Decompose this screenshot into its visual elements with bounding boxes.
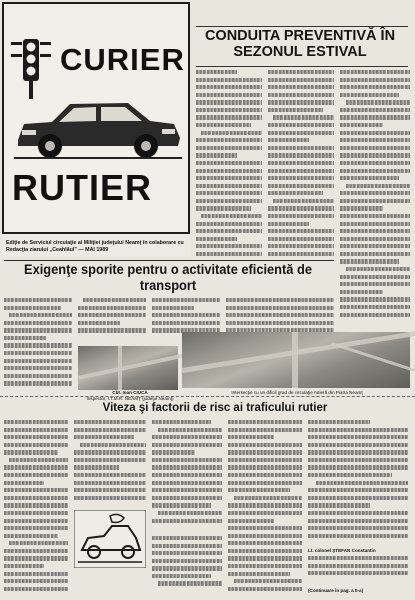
text-line: [340, 259, 399, 263]
text-line: [308, 496, 408, 500]
text-line: [228, 534, 302, 538]
headline-bottom: Viteza şi factorii de risc ai traficului rutier: [102, 402, 328, 414]
text-line: [74, 458, 146, 462]
text-line: [340, 161, 410, 165]
article-bottom-col-3b: [152, 536, 222, 596]
text-line: [340, 222, 410, 226]
text-line: [228, 556, 302, 560]
text-line: [4, 381, 72, 385]
photo-left-author: Cbt. Ioan CIUCĂ: [112, 390, 148, 395]
text-line: [4, 374, 72, 378]
text-line: [196, 70, 237, 74]
photo-left-author-role: Inspector, I.T.M.R. NEAMŢ (judeţul Neamţ): [86, 395, 174, 401]
text-line: [308, 450, 408, 454]
text-line: [196, 176, 262, 180]
text-line: [268, 237, 334, 241]
text-line: [340, 93, 399, 97]
text-line: [152, 544, 222, 548]
text-line: [228, 526, 302, 530]
text-line: [308, 534, 408, 538]
text-line: [308, 519, 408, 523]
text-line: [196, 115, 262, 119]
text-line: [268, 85, 334, 89]
headline-left-rule: [4, 260, 334, 261]
text-line: [340, 244, 410, 248]
text-line: [4, 343, 72, 347]
text-line: [268, 184, 334, 188]
text-line: [268, 252, 334, 256]
text-line: [4, 556, 68, 560]
continued-note: (Continuare în pag. a II-a): [308, 588, 364, 593]
text-line: [4, 564, 44, 568]
text-line: [340, 123, 383, 127]
text-line: [228, 572, 290, 576]
text-line: [9, 313, 72, 317]
text-line: [268, 153, 334, 157]
text-line: [196, 206, 251, 210]
text-line: [234, 579, 302, 583]
text-line: [346, 267, 410, 271]
text-line: [152, 519, 222, 523]
text-line: [152, 473, 222, 477]
text-line: [4, 549, 68, 553]
text-line: [273, 199, 334, 203]
text-line: [346, 184, 410, 188]
article-left-col-1: [4, 298, 72, 395]
text-line: [340, 305, 410, 309]
headline-left: Exigenţe sporite pentru o activitate eficientă de transport: [24, 262, 312, 293]
text-line: [340, 85, 410, 89]
text-line: [346, 100, 410, 104]
photo-right: [182, 332, 410, 388]
text-line: [340, 153, 410, 157]
text-line: [340, 131, 410, 135]
text-line: [340, 237, 410, 241]
text-line: [340, 115, 410, 119]
text-line: [196, 146, 262, 150]
text-line: [308, 564, 408, 568]
text-line: [4, 443, 68, 447]
text-line: [196, 78, 262, 82]
text-line: [268, 169, 334, 173]
text-line: [228, 488, 290, 492]
text-line: [4, 534, 58, 538]
text-line: [308, 465, 408, 469]
text-line: [234, 496, 302, 500]
text-line: [4, 579, 68, 583]
text-line: [308, 443, 408, 447]
text-line: [4, 328, 72, 332]
text-line: [74, 428, 146, 432]
text-line: [226, 321, 334, 325]
text-line: [268, 146, 334, 150]
text-line: [268, 206, 334, 210]
text-line: [74, 450, 146, 454]
text-line: [9, 458, 68, 462]
text-line: [196, 161, 262, 165]
text-line: [74, 481, 146, 485]
text-line: [9, 541, 68, 545]
text-line: [4, 465, 68, 469]
text-line: [152, 321, 220, 325]
text-line: [152, 566, 222, 570]
bottom-signature: Lt. colonel ŞTEFAN Constantin: [308, 548, 376, 553]
text-line: [268, 100, 334, 104]
text-line: [196, 93, 262, 97]
text-line: [308, 503, 370, 507]
text-line: [268, 131, 334, 135]
text-line: [4, 351, 72, 355]
text-line: [340, 191, 410, 195]
section-divider: [0, 396, 415, 397]
text-line: [4, 473, 68, 477]
article-right-col-3: [340, 70, 410, 328]
text-line: [268, 123, 334, 127]
text-line: [4, 481, 44, 485]
text-line: [228, 450, 302, 454]
text-line: [340, 108, 410, 112]
text-line: [228, 541, 302, 545]
text-line: [340, 275, 410, 279]
text-line: [268, 70, 334, 74]
text-line: [196, 153, 237, 157]
text-line: [196, 191, 262, 195]
text-line: [228, 458, 302, 462]
text-line: [78, 306, 146, 310]
text-line: [78, 321, 120, 325]
text-line: [196, 169, 262, 173]
text-line: [4, 526, 68, 530]
text-line: [78, 328, 146, 332]
traffic-light-icon: [10, 37, 52, 99]
text-line: [74, 496, 146, 500]
text-line: [74, 488, 146, 492]
article-bottom-col-4: [228, 420, 302, 596]
text-line: [268, 229, 334, 233]
text-line: [226, 313, 334, 317]
text-line: [228, 511, 302, 515]
text-line: [201, 131, 262, 135]
text-line: [340, 313, 410, 317]
text-line: [268, 244, 334, 248]
text-line: [74, 473, 146, 477]
text-line: [152, 574, 211, 578]
text-line: [268, 161, 334, 165]
text-line: [228, 420, 302, 424]
text-line: [273, 115, 334, 119]
text-line: [196, 123, 251, 127]
article-right-col-1: [196, 70, 262, 260]
text-line: [74, 435, 134, 439]
text-line: [228, 428, 302, 432]
text-line: [152, 465, 222, 469]
text-line: [4, 321, 72, 325]
text-line: [228, 549, 302, 553]
text-line: [196, 237, 237, 241]
text-line: [228, 473, 302, 477]
text-line: [340, 214, 410, 218]
text-line: [308, 571, 408, 575]
text-line: [4, 336, 46, 340]
header-rule-top: [196, 26, 408, 27]
article-left-col-2: [78, 298, 146, 343]
text-line: [196, 252, 262, 256]
text-line: [340, 176, 399, 180]
text-line: [152, 435, 222, 439]
text-line: [152, 559, 222, 563]
text-line: [152, 450, 195, 454]
text-line: [80, 443, 146, 447]
text-line: [308, 473, 392, 477]
header-rule-bottom: [196, 66, 408, 67]
text-line: [228, 465, 302, 469]
text-line: [340, 282, 410, 286]
text-line: [340, 229, 410, 233]
text-line: [340, 169, 410, 173]
text-line: [226, 298, 334, 302]
text-line: [196, 222, 262, 226]
text-line: [228, 587, 302, 591]
text-line: [4, 519, 68, 523]
cartoon-car-icon: [74, 510, 146, 568]
text-line: [4, 428, 68, 432]
masthead: [2, 2, 190, 257]
text-line: [268, 191, 323, 195]
text-line: [228, 481, 302, 485]
photo-left: [78, 346, 178, 390]
text-line: [4, 496, 68, 500]
text-line: [308, 511, 408, 515]
text-line: [340, 146, 410, 150]
text-line: [152, 306, 194, 310]
text-line: [268, 222, 309, 226]
text-line: [152, 458, 222, 462]
text-line: [4, 298, 72, 302]
article-bottom-col-5b: [308, 556, 408, 582]
text-line: [83, 298, 146, 302]
article-bottom-col-5: [308, 420, 408, 544]
text-line: [340, 78, 410, 82]
text-line: [196, 199, 262, 203]
text-line: [308, 526, 408, 530]
photo-right-caption: Intersecţie cu un dificil grad de circulaţie rutieră din Piatra Neamţ: [231, 390, 363, 395]
text-line: [340, 290, 383, 294]
text-line: [228, 564, 302, 568]
article-right-col-2: [268, 70, 334, 260]
text-line: [308, 488, 408, 492]
text-line: [152, 420, 211, 424]
text-line: [228, 435, 274, 439]
text-line: [201, 214, 262, 218]
text-line: [4, 306, 61, 310]
text-line: [4, 503, 68, 507]
text-line: [268, 138, 309, 142]
article-bottom-col-2: [74, 420, 146, 506]
text-line: [268, 78, 334, 82]
text-line: [228, 443, 302, 447]
text-line: [4, 587, 68, 591]
text-line: [340, 206, 383, 210]
text-line: [196, 85, 262, 89]
text-line: [268, 176, 334, 180]
logo-rutier: RUTIER: [12, 167, 152, 208]
text-line: [196, 184, 262, 188]
text-line: [228, 503, 302, 507]
text-line: [158, 428, 222, 432]
article-bottom-col-1: [4, 420, 68, 596]
headline-right: CONDUITA PREVENTIVĂ ÎN SEZONUL ESTIVAL: [204, 28, 396, 60]
text-line: [74, 465, 119, 469]
article-bottom-col-3: [152, 420, 222, 532]
text-line: [228, 519, 274, 523]
text-line: [152, 488, 222, 492]
text-line: [196, 244, 262, 248]
text-line: [340, 252, 410, 256]
text-line: [196, 108, 262, 112]
car-icon: [12, 94, 184, 162]
text-line: [196, 229, 262, 233]
text-line: [152, 313, 220, 317]
text-line: [152, 298, 220, 302]
text-line: [268, 93, 334, 97]
text-line: [196, 138, 262, 142]
masthead-subtitle: Ediţie de Serviciul circulaţie al Miliţiei judeţului Neamţ în colaborare cu Redacţia ziarului „Ceahlăul” — MAI 1989: [6, 240, 184, 253]
text-line: [4, 511, 68, 515]
text-line: [196, 100, 262, 104]
text-line: [158, 581, 222, 585]
text-line: [152, 536, 222, 540]
text-line: [308, 428, 408, 432]
text-line: [152, 503, 211, 507]
text-line: [340, 138, 410, 142]
text-line: [308, 556, 408, 560]
text-line: [340, 199, 410, 203]
text-line: [316, 481, 408, 485]
text-line: [4, 488, 68, 492]
text-line: [340, 70, 410, 74]
text-line: [340, 297, 410, 301]
logo-curier: CURIER: [60, 42, 185, 77]
text-line: [226, 306, 334, 310]
text-line: [74, 420, 146, 424]
text-line: [152, 496, 222, 500]
text-line: [308, 458, 408, 462]
text-line: [4, 572, 68, 576]
text-line: [268, 108, 323, 112]
text-line: [308, 420, 370, 424]
text-line: [308, 435, 408, 439]
text-line: [268, 214, 334, 218]
text-line: [4, 420, 68, 424]
text-line: [4, 366, 72, 370]
text-line: [152, 551, 222, 555]
text-line: [4, 450, 58, 454]
text-line: [4, 435, 68, 439]
text-line: [152, 481, 222, 485]
text-line: [158, 511, 222, 515]
text-line: [152, 443, 222, 447]
text-line: [78, 313, 146, 317]
text-line: [4, 359, 72, 363]
